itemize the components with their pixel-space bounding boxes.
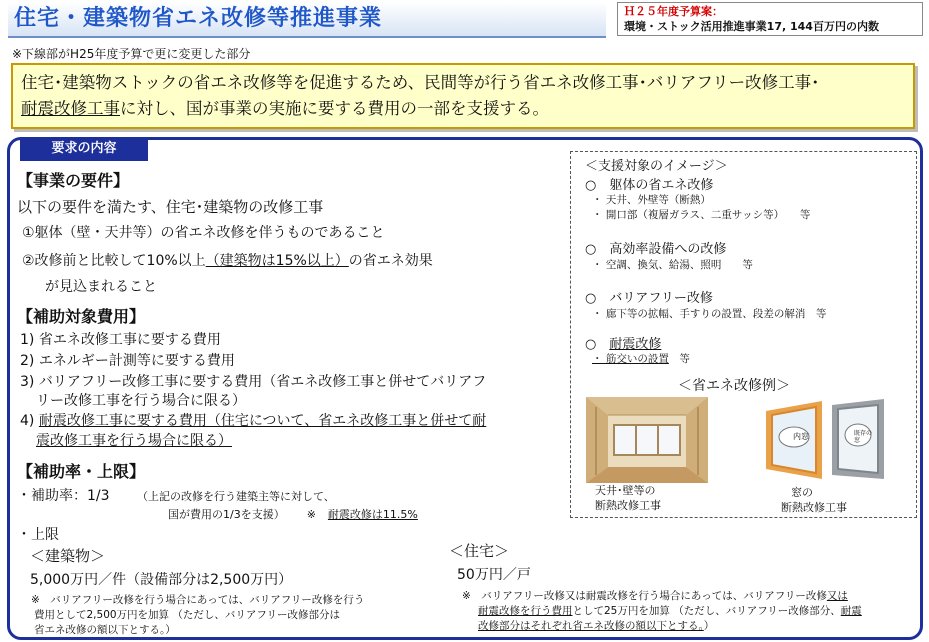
group-1-a: ・ 天井、外壁等（断熱） [592, 194, 711, 206]
building-heading: ＜建築物＞ [30, 547, 106, 565]
image-box-heading: ＜支援対象のイメージ＞ [585, 159, 728, 174]
rate-note-2 [168, 506, 418, 522]
group-4-title [585, 333, 661, 352]
building-note-2: 費用として2,500万円を加算 （ただし、バリアフリー改修部分は [34, 609, 340, 621]
building-note-1: ※ バリアフリー改修を行う場合にあっては、バリアフリー改修を行う [31, 594, 365, 606]
group-4-a [592, 351, 690, 366]
cost-3b: リー改修工事を行う場合に限る） [36, 393, 246, 409]
budget-value: 環境・ストック活用推進事業17, 144百万円の内数 [624, 20, 879, 33]
group-4-underlined: 耐震改修 [609, 337, 662, 352]
cost-2: 2) エネルギー計測等に要する費用 [20, 353, 235, 369]
costs-heading: 【補助対象費用】 [17, 307, 146, 326]
house-heading: ＜住宅＞ [449, 542, 510, 560]
house-note-2-underlined-b: 耐震 [840, 605, 862, 617]
requirement-2-underlined: （建築物は15%以上） [205, 253, 349, 269]
group-4-a-underlined: ・ 筋交いの設置 [592, 353, 669, 365]
requirement-1: ①躯体（壁・天井等）の省エネ改修を伴うものであること [22, 225, 385, 241]
house-note-1-text: ※ バリアフリー改修又は耐震改修を行う場合にあっては、バリアフリー改修 [462, 590, 827, 602]
house-note-3-underlined: 改修部分はそれぞれ省エネ改修の額以下とする。 [478, 620, 704, 632]
summary-line-2 [21, 96, 905, 122]
requirements-intro: 以下の要件を満たす、住宅･建築物の改修工事 [17, 198, 324, 216]
requirement-2-b: の省エネ効果 [348, 253, 433, 269]
house-limit: 50万円／戸 [457, 567, 531, 583]
group-2-title: ○ 高効率設備への改修 [585, 242, 727, 257]
cost-4a [20, 410, 486, 430]
group-4-mark: ○ [585, 337, 610, 352]
cost-1: 1) 省エネ改修工事に要する費用 [20, 332, 221, 348]
budget-label: Ｈ２５年度予算案： [624, 5, 723, 18]
group-1-b: ・ 開口部（複層ガラス、二重サッシ等） 等 [592, 209, 811, 221]
inner-window-label: 内窓 [793, 432, 809, 441]
group-3-title: ○ バリアフリー改修 [585, 291, 713, 306]
requirement-2 [22, 250, 433, 270]
section-tag: 要求の内容 [20, 137, 148, 161]
rate-label: ・補助率：1/3 [17, 488, 110, 504]
caption-1a: 天井･壁等の [595, 484, 656, 497]
budget-box [617, 2, 923, 36]
rate-note-2-text: 国が費用の1/3を支援） [168, 508, 285, 521]
caption-2a: 窓の [791, 486, 813, 499]
group-1-title: ○ 躯体の省エネ改修 [585, 178, 714, 193]
building-limit: 5,000万円／件（設備部分は2,500万円） [30, 572, 293, 588]
page-title: 住宅・建築物省エネ改修等推進事業 [8, 2, 606, 38]
summary-rest: に対し、国が事業の実施に要する費用の一部を支援する。 [120, 99, 549, 118]
example-heading: ＜省エネ改修例＞ [678, 378, 790, 394]
summary-underlined: 耐震改修工事 [21, 99, 120, 118]
house-note-1 [462, 588, 848, 603]
house-note-2-underlined: 耐震改修を行う費用 [478, 605, 573, 617]
requirement-2-c: が見込まれること [45, 279, 157, 295]
house-note-2-text: として25万円を加算 （ただし、バリアフリー改修部分、 [572, 605, 841, 617]
limit-label: ・上限 [17, 527, 59, 543]
requirements-heading: 【事業の要件】 [17, 171, 130, 190]
existing-window-label: 既存の窓 [854, 430, 873, 444]
summary-line-1: 住宅･建築物ストックの省エネ改修等を促進するため、民間等が行う省エネ改修工事･バリアフリー改修工事･ [21, 73, 820, 92]
cost-4-prefix: 4) [20, 413, 39, 429]
group-2-a: ・ 空調、換気、給湯、照明 等 [592, 259, 753, 271]
building-note-3: 省エネ改修の額以下とする。） [34, 624, 176, 636]
requirement-2-a: ②改修前と比較して10%以上 [22, 253, 206, 269]
house-note-3 [478, 618, 714, 633]
group-4-a-rest: 等 [668, 353, 690, 365]
cost-4-underlined: 耐震改修工事に要する費用（住宅について、省エネ改修工事と併せて耐 [38, 413, 487, 429]
rate-note-1: （上記の改修を行う建築主等に対して、 [137, 490, 335, 503]
house-note-1-underlined: 又は [826, 590, 848, 602]
rate-note-mark: ※ [306, 508, 316, 521]
insulation-photo [586, 397, 708, 483]
cost-3a: 3) バリアフリー改修工事に要する費用（省エネ改修工事と併せてバリアフ [20, 374, 487, 390]
group-3-a: ・ 廊下等の拡幅、手すりの設置、段差の解消 等 [592, 308, 827, 320]
rate-heading: 【補助率・上限】 [17, 462, 146, 481]
summary-box [11, 63, 915, 129]
rate-note-underlined: 耐震改修は11.5% [327, 508, 418, 521]
caption-2b: 断熱改修工事 [781, 501, 847, 514]
caption-1b: 断熱改修工事 [595, 499, 661, 512]
house-note-2 [478, 603, 862, 618]
house-note-3-text: ） [703, 620, 715, 632]
cost-4b: 震改修工事を行う場合に限る） [36, 433, 232, 449]
change-note: ※下線部がH25年度予算で更に変更した部分 [12, 47, 251, 61]
